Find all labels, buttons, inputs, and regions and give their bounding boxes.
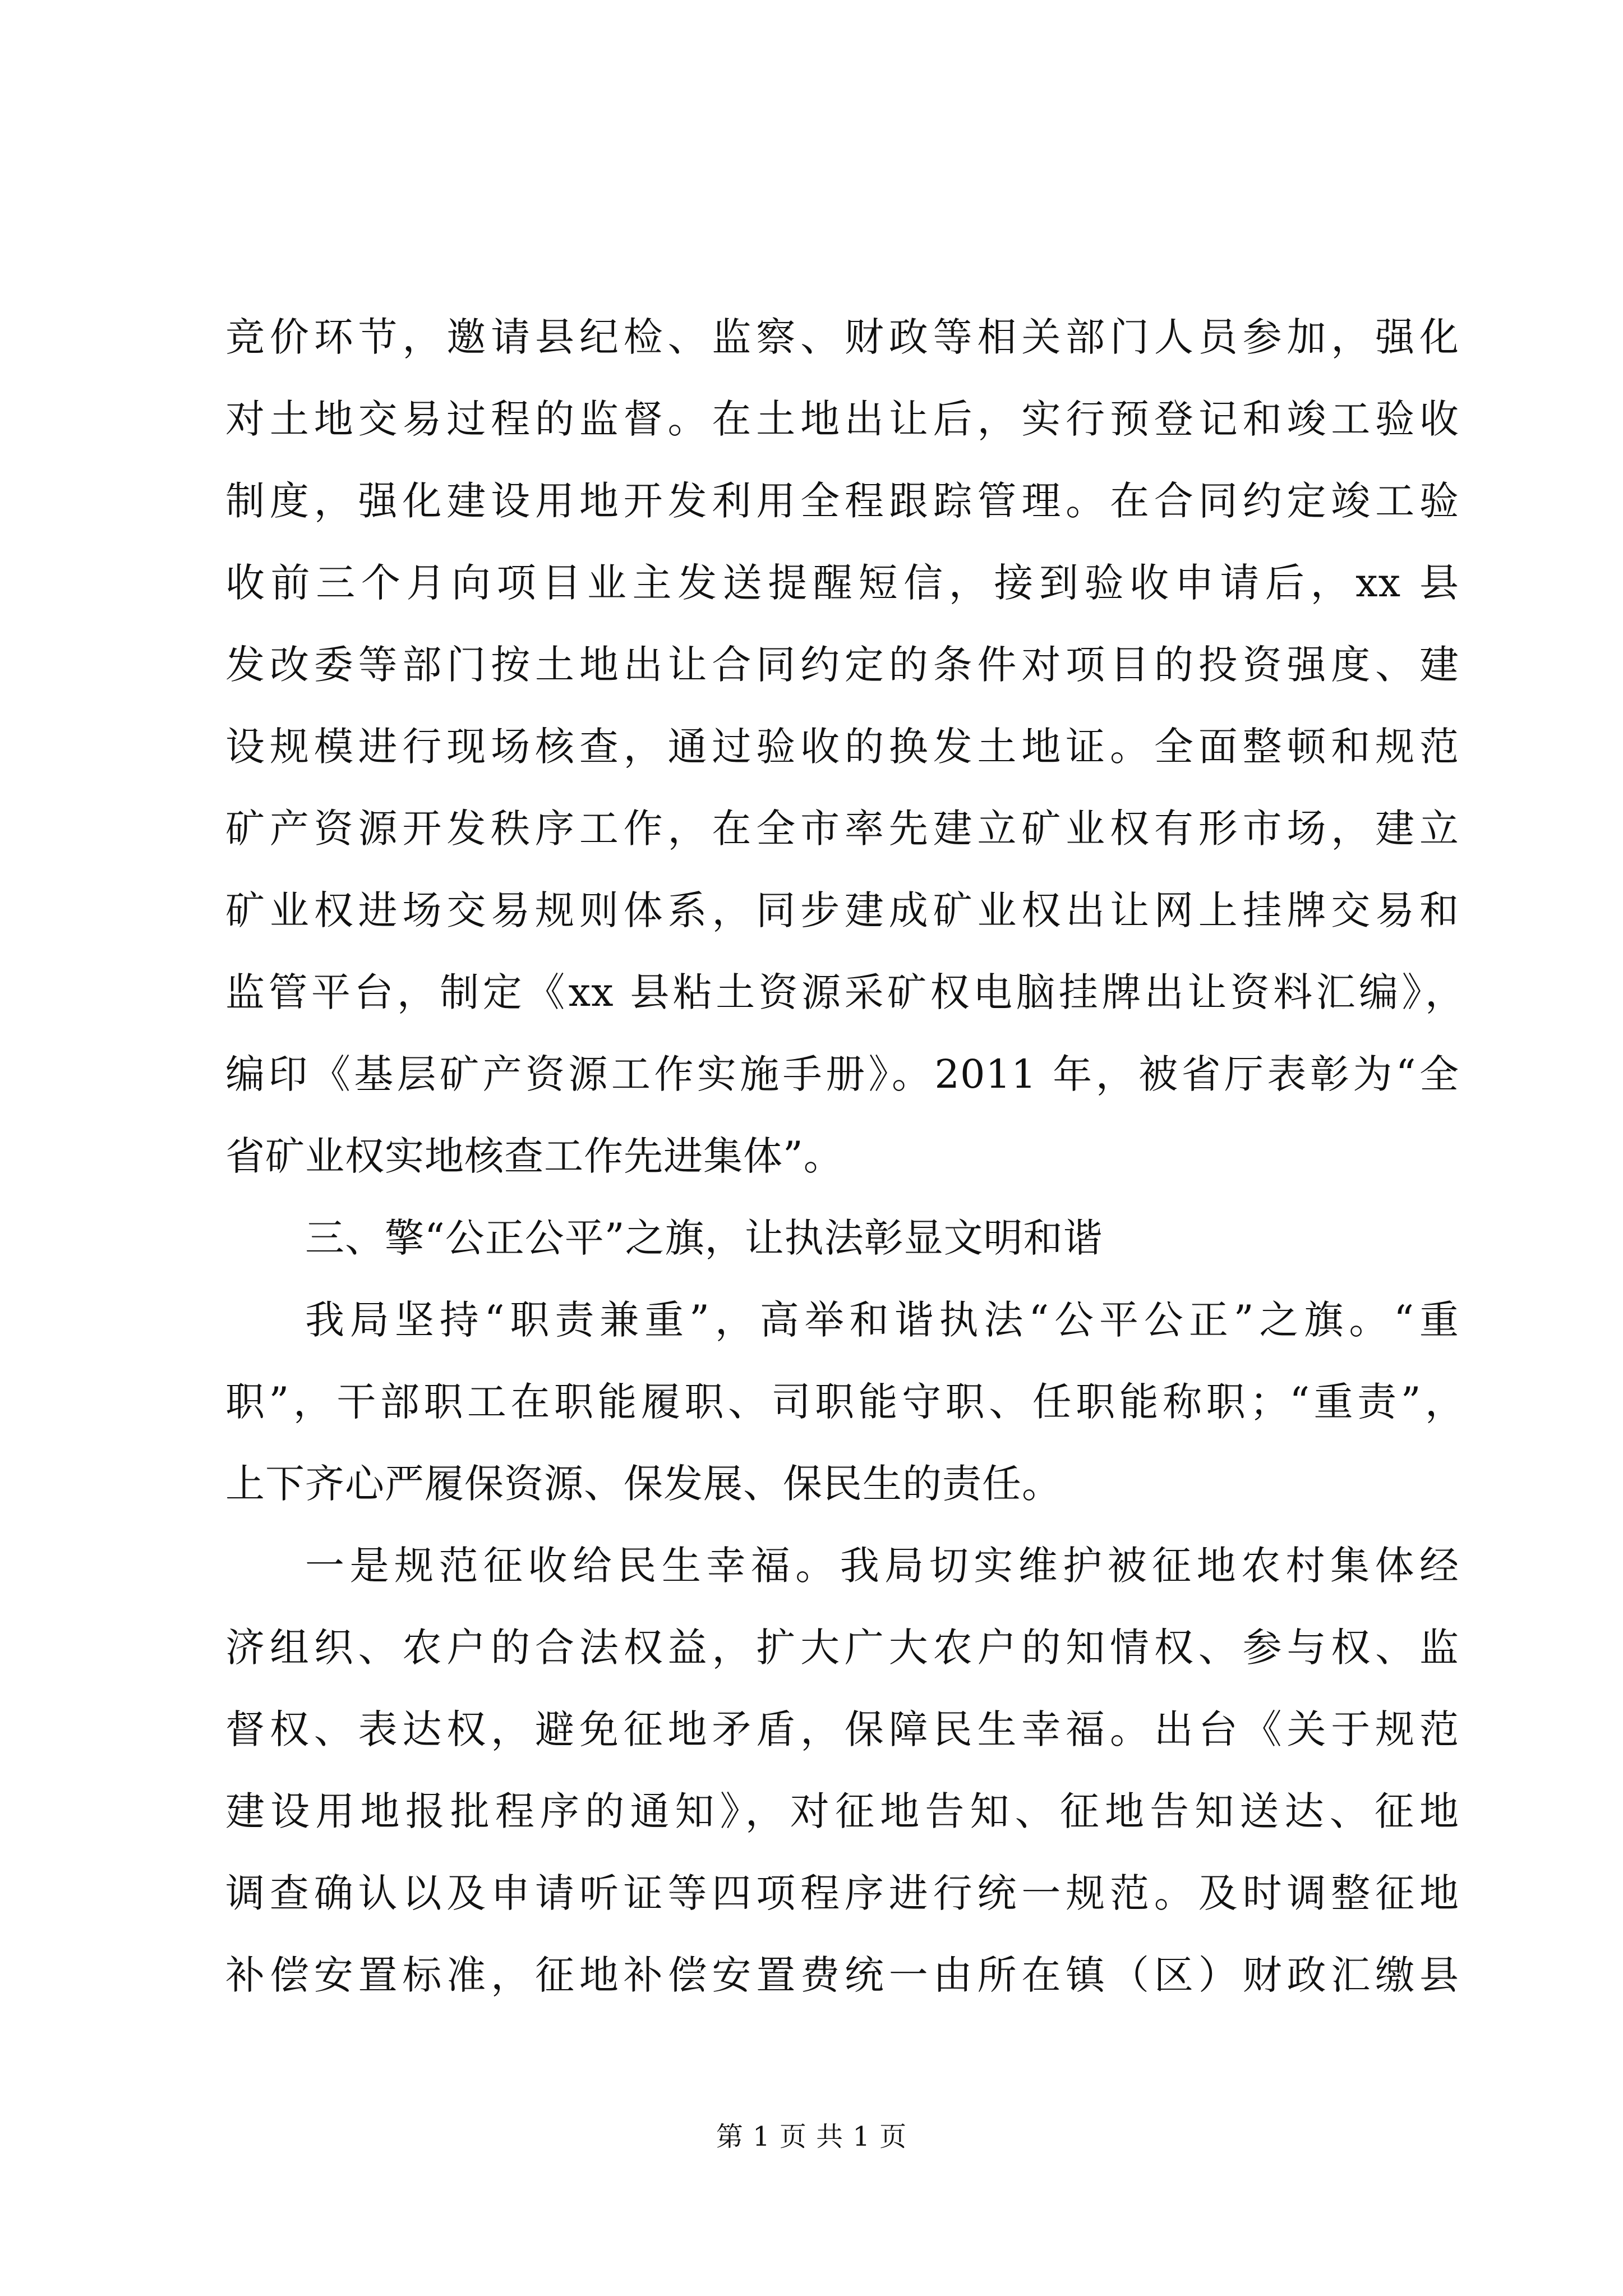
text-line: 调查确认以及申请听证等四项程序进行统一规范。及时调整征地 bbox=[225, 1870, 1459, 1916]
text-line: 矿业权进场交易规则体系，同步建成矿业权出让网上挂牌交易和 bbox=[225, 887, 1459, 933]
text-line: 督权、表达权，避免征地矛盾，保障民生幸福。出台《关于规范 bbox=[225, 1706, 1459, 1752]
text-line: 补偿安置标准，征地补偿安置费统一由所在镇（区）财政汇缴县 bbox=[225, 1952, 1459, 1998]
text-line: 矿产资源开发秩序工作，在全市率先建立矿业权有形市场，建立 bbox=[225, 806, 1459, 852]
text-line: 制度，强化建设用地开发利用全程跟踪管理。在合同约定竣工验 bbox=[225, 478, 1459, 524]
text-line: 竞价环节，邀请县纪检、监察、财政等相关部门人员参加，强化 bbox=[225, 314, 1459, 360]
text-line: 省矿业权实地核查工作先进集体”。 bbox=[225, 1133, 843, 1179]
text-line: 发改委等部门按土地出让合同约定的条件对项目的投资强度、建 bbox=[225, 642, 1459, 688]
text-line: 建设用地报批程序的通知》，对征地告知、征地告知送达、征地 bbox=[225, 1788, 1459, 1834]
text-line: 监管平台，制定《xx 县粘土资源采矿权电脑挂牌出让资料汇编》， bbox=[225, 969, 1465, 1015]
text-line: 济组织、农户的合法权益，扩大广大农户的知情权、参与权、监 bbox=[225, 1625, 1459, 1671]
text-line: 职”，干部职工在职能履职、司职能守职、任职能称职；“重责”， bbox=[225, 1379, 1465, 1425]
document-body bbox=[225, 296, 1465, 2016]
text-line: 设规模进行现场核查，通过验收的换发土地证。全面整顿和规范 bbox=[225, 724, 1459, 770]
text-line: 对土地交易过程的监督。在土地出让后，实行预登记和竣工验收 bbox=[225, 396, 1459, 442]
text-line: 一是规范征收给民生幸福。我局切实维护被征地农村集体经 bbox=[305, 1543, 1459, 1589]
page-footer: 第 1 页 共 1 页 bbox=[716, 2121, 907, 2152]
section-heading: 三、擎“公正公平”之旗，让执法彰显文明和谐 bbox=[305, 1215, 1103, 1261]
text-line: 收前三个月向项目业主发送提醒短信，接到验收申请后，xx 县 bbox=[225, 560, 1459, 606]
text-line: 编印《基层矿产资源工作实施手册》。2011 年，被省厅表彰为“全 bbox=[225, 1051, 1459, 1097]
text-line: 上下齐心严履保资源、保发展、保民生的责任。 bbox=[225, 1461, 1062, 1507]
text-line: 我局坚持“职责兼重”，高举和谐执法“公平公正”之旗。“重 bbox=[305, 1297, 1459, 1343]
